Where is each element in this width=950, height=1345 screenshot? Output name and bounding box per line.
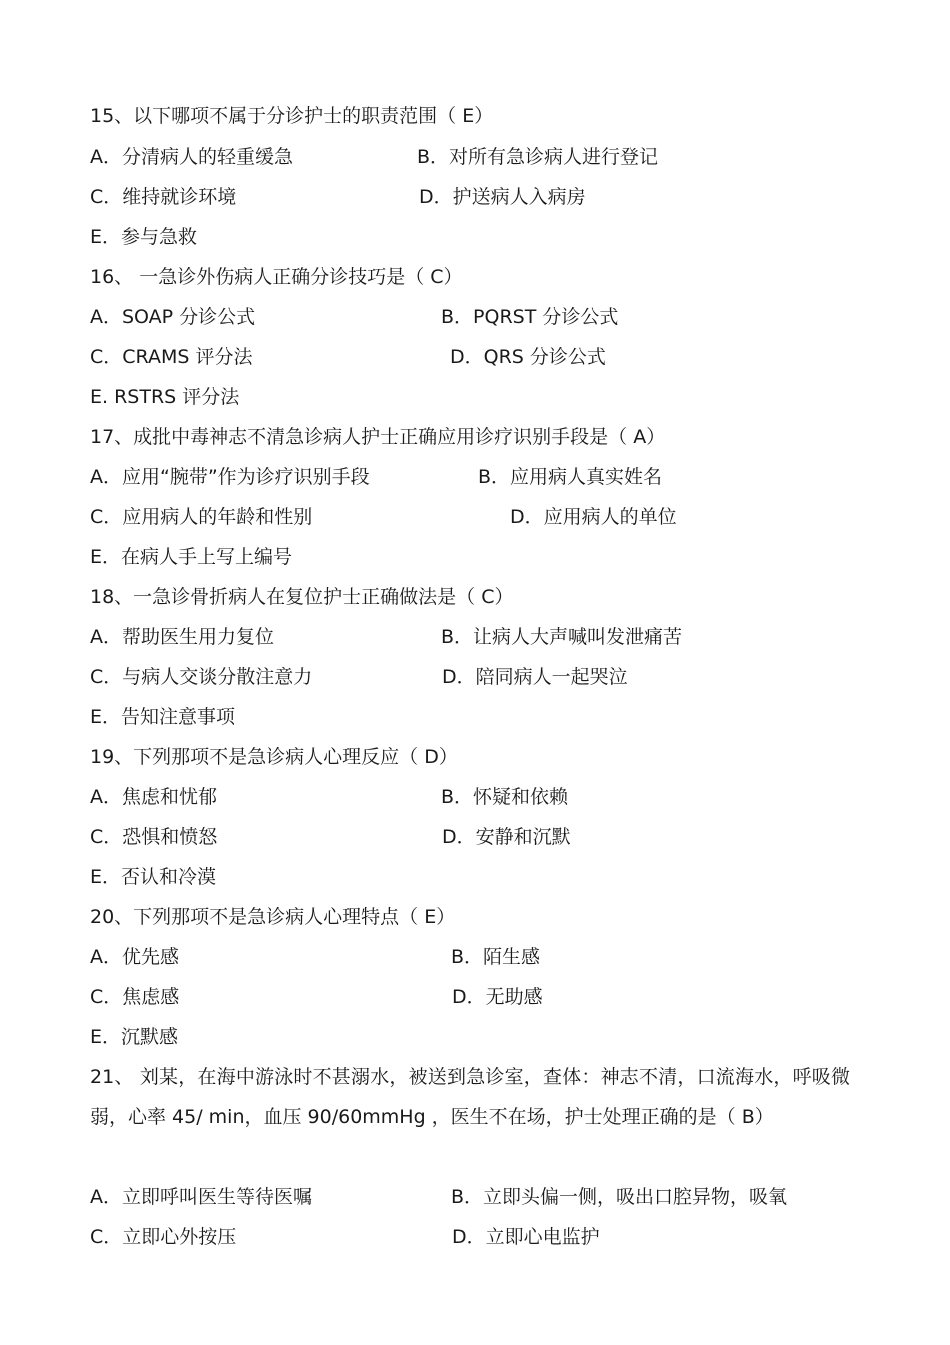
option-c: C．应用病人的年龄和性别 bbox=[90, 506, 313, 528]
option-b: B．陌生感 bbox=[451, 946, 541, 968]
option-a: A．分清病人的轻重缓急 bbox=[90, 146, 293, 168]
option-b: B．让病人大声喊叫发泄痛苦 bbox=[441, 626, 683, 648]
option-e: E．沉默感 bbox=[90, 1026, 179, 1048]
option-e: E．告知注意事项 bbox=[90, 706, 236, 728]
option-e: E. RSTRS 评分法 bbox=[90, 386, 240, 408]
option-c: C．与病人交谈分散注意力 bbox=[90, 666, 313, 688]
option-d: D．护送病人入病房 bbox=[419, 186, 586, 208]
question-stem: 21、 刘某，在海中游泳时不甚溺水，被送到急诊室，查体：神志不清，口流海水，呼吸微弱，心率 45/ min，血压 90/60mmHg ，医生不在场，护士处理正确的是（ B） bbox=[90, 1066, 850, 1128]
option-a: A．帮助医生用力复位 bbox=[90, 626, 274, 648]
question-stem: 17、成批中毒神志不清急诊病人护士正确应用诊疗识别手段是（ A） bbox=[90, 426, 666, 448]
option-c: C．恐惧和愤怒 bbox=[90, 826, 218, 848]
option-b: B．对所有急诊病人进行登记 bbox=[417, 146, 659, 168]
option-b: B．应用病人真实姓名 bbox=[478, 466, 663, 488]
option-d: D．无助感 bbox=[452, 986, 543, 1008]
option-e: E．在病人手上写上编号 bbox=[90, 546, 293, 568]
option-d: D．安静和沉默 bbox=[442, 826, 571, 848]
option-d: D．陪同病人一起哭泣 bbox=[442, 666, 628, 688]
question-stem: 16、 一急诊外伤病人正确分诊技巧是（ C） bbox=[90, 266, 463, 288]
option-e: E．否认和冷漠 bbox=[90, 866, 217, 888]
question-stem: 18、一急诊骨折病人在复位护士正确做法是（ C） bbox=[90, 586, 514, 608]
option-a: A．优先感 bbox=[90, 946, 179, 968]
option-c: C．CRAMS 评分法 bbox=[90, 346, 253, 368]
option-c: C．立即心外按压 bbox=[90, 1226, 237, 1248]
option-c: C．维持就诊环境 bbox=[90, 186, 237, 208]
option-b: B．立即头偏一侧，吸出口腔异物，吸氧 bbox=[451, 1186, 788, 1208]
option-b: B．PQRST 分诊公式 bbox=[441, 306, 619, 328]
option-d: D．应用病人的单位 bbox=[510, 506, 677, 528]
option-a: A．应用“腕带”作为诊疗识别手段 bbox=[90, 466, 370, 488]
option-d: D．QRS 分诊公式 bbox=[450, 346, 606, 368]
option-a: A．立即呼叫医生等待医嘱 bbox=[90, 1186, 312, 1208]
question-stem: 15、以下哪项不属于分诊护士的职责范围（ E） bbox=[90, 105, 494, 127]
question-stem: 20、下列那项不是急诊病人心理特点（ E） bbox=[90, 906, 456, 928]
option-e: E．参与急救 bbox=[90, 226, 198, 248]
option-c: C．焦虑感 bbox=[90, 986, 180, 1008]
option-b: B．怀疑和依赖 bbox=[441, 786, 569, 808]
option-a: A．SOAP 分诊公式 bbox=[90, 306, 256, 328]
option-d: D．立即心电监护 bbox=[452, 1226, 600, 1248]
option-a: A．焦虑和忧郁 bbox=[90, 786, 217, 808]
question-stem: 19、下列那项不是急诊病人心理反应（ D） bbox=[90, 746, 458, 768]
